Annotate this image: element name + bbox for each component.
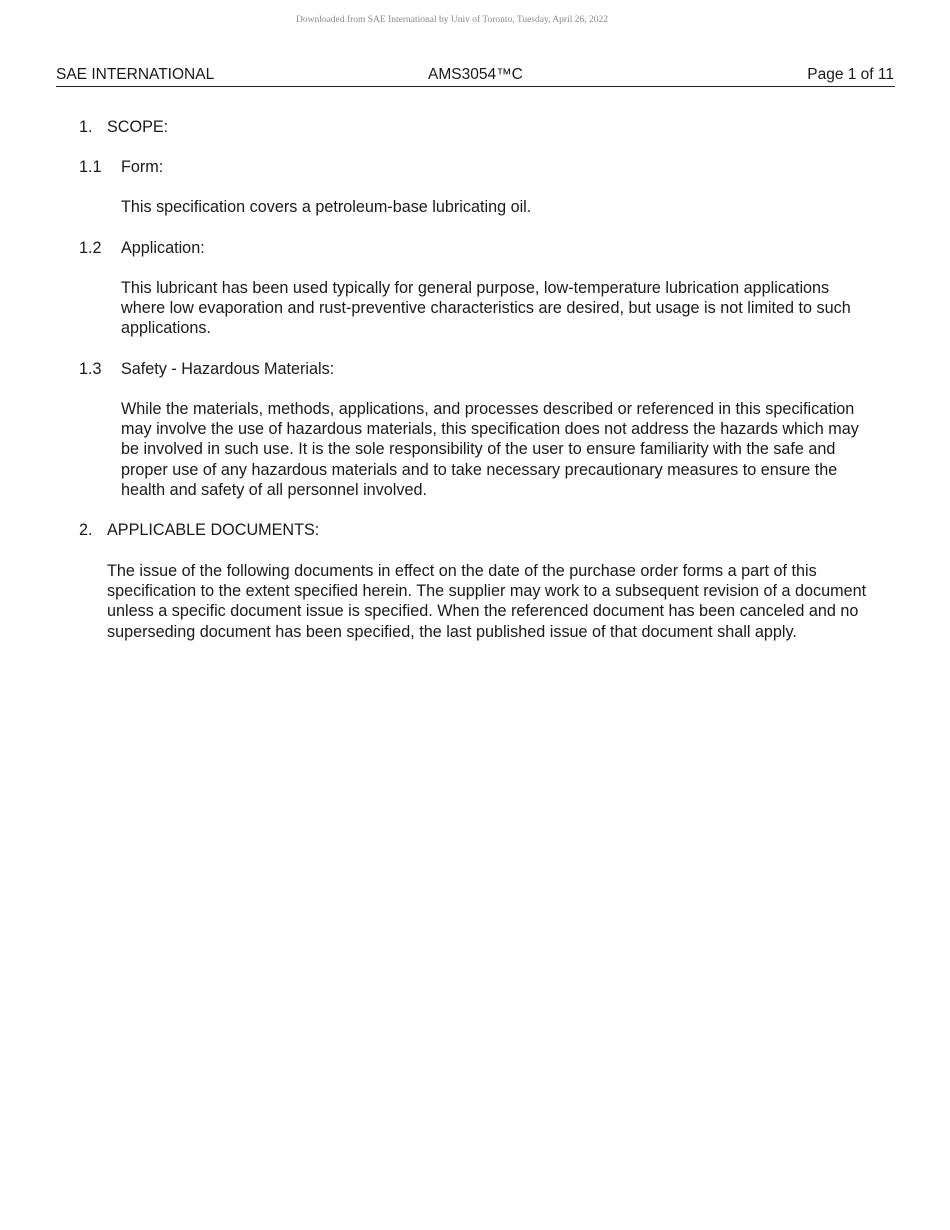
- header-organization: SAE INTERNATIONAL: [56, 66, 215, 83]
- section-number: 1.3: [79, 360, 102, 378]
- paragraph-form: This specification covers a petroleum-base lubricating oil.: [121, 198, 532, 216]
- section-number: 1.1: [79, 158, 102, 176]
- section-title: SCOPE:: [107, 118, 169, 136]
- header-page-number: Page 1 of 11: [807, 66, 894, 83]
- section-title: Application:: [121, 239, 205, 257]
- section-number: 1.2: [79, 239, 102, 257]
- paragraph-applicable-documents: The issue of the following documents in effect on the date of the purchase order forms a part of this specification to the extent specified herein. The supplier may work to a subsequent revision of a document unless a specific document issue is specified. When the referenced document has been canceled and no superseding document has been specified, the last published issue of that document shall apply.: [107, 562, 867, 641]
- section-number: 2.: [79, 521, 93, 539]
- header-document-id: AMS3054™C: [428, 66, 523, 83]
- section-title: Form:: [121, 158, 164, 176]
- download-watermark: Downloaded from SAE International by Univ of Toronto, Tuesday, April 26, 2022: [295, 15, 608, 25]
- section-title: Safety - Hazardous Materials:: [121, 360, 335, 378]
- section-title: APPLICABLE DOCUMENTS:: [107, 521, 320, 539]
- paragraph-safety: While the materials, methods, applications, and processes described or referenced in this specification may involve the use of hazardous materials, this specification does not address the hazards which may be involved in such use. It is the sole responsibility of the user to ensure familiarity with the safe and proper use of any hazardous materials and to take necessary precautionary measures to ensure the health and safety of all personnel involved.: [121, 400, 859, 499]
- paragraph-application: This lubricant has been used typically for general purpose, low-temperature lubrication applications where low evaporation and rust-preventive characteristics are desired, but usage is not limited to such applications.: [121, 279, 851, 338]
- page-header: [56, 66, 895, 87]
- section-number: 1.: [79, 118, 93, 136]
